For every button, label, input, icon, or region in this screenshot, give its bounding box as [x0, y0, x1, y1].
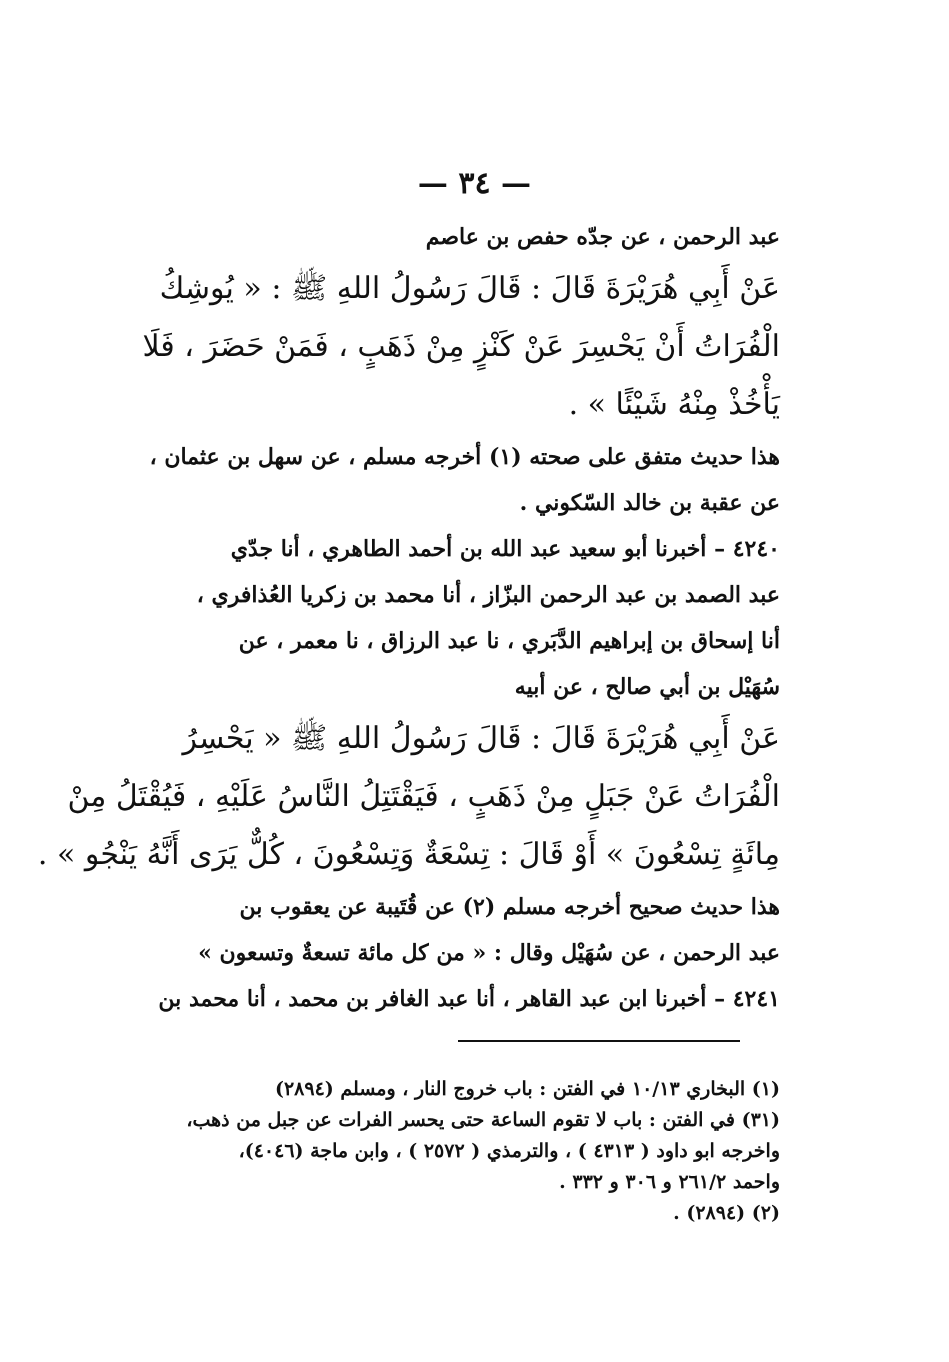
footnote-line: (٣١) في الفتن : باب لا تقوم الساعة حتى يحسر الفرات عن جبل من ذهب،	[186, 1109, 780, 1131]
footnotes	[128, 1074, 780, 1229]
text-line: عبد الرحمن ، عن سُهَيْل وقال : « من كل مائة تسعةٌ وتسعون »	[198, 940, 780, 966]
footnote-line: واحمد ٢٦١/٢ و ٣٠٦ و ٣٣٢ .	[559, 1171, 780, 1193]
hadith-line: الْفُرَاتُ أَنْ يَحْسِرَ عَنْ كَنْزٍ مِنْ ذَهَبٍ ، فَمَنْ حَضَرَ ، فَلَا	[142, 329, 780, 364]
text-line: عبد الصمد بن عبد الرحمن البزّاز ، أنا محمد بن زكريا العُذافري ،	[196, 582, 780, 608]
hadith-line: مِائَةٍ تِسْعُونَ » أَوْ قَالَ : تِسْعَةٌ وَتِسْعُونَ ، كُلٌّ يَرَى أَنَّهُ يَنْجُو » .	[37, 837, 780, 872]
text-line: ٤٢٤١ – أخبرنا ابن عبد القاهر ، أنا عبد الغافر بن محمد ، أنا محمد بن	[158, 986, 780, 1012]
text-line: هذا حديث صحيح أخرجه مسلم (٢) عن قُتَيبة عن يعقوب بن	[239, 894, 780, 920]
hadith-line: عَنْ أَبِي هُرَيْرَةَ قَالَ : قَالَ رَسُولُ اللهِ ﷺ : « يُوشِكُ	[159, 271, 780, 306]
footnote-line: (١) البخاري ١٠/١٣ في الفتن : باب خروج النار ، ومسلم (٢٨٩٤)	[274, 1078, 780, 1100]
footnote-line: (٢) (٢٨٩٤) .	[673, 1202, 780, 1224]
text-line: هذا حديث متفق على صحته (١) أخرجه مسلم ، عن سهل بن عثمان ،	[149, 444, 780, 470]
text-line: عبد الرحمن ، عن جدّه حفص بن عاصم	[425, 224, 780, 250]
footnote-line: واخرجه ابو داود ( ٤٣١٣ ) ، والترمذي ( ٢٥٧٢ ) ، وابن ماجة (٤٠٤٦)،	[238, 1140, 780, 1162]
main-text	[37, 214, 780, 1022]
text-line: عن عقبة بن خالد السّكوني .	[519, 490, 780, 516]
hadith-line: يَأْخُذْ مِنْهُ شَيْئًا » .	[568, 387, 780, 422]
text-line: سُهَيْل بن أبي صالح ، عن أبيه	[514, 674, 780, 700]
text-line: أنا إسحاق بن إبراهيم الدَّبَري ، نا عبد الرزاق ، نا معمر ، عن	[238, 628, 780, 654]
text-line: ٤٢٤٠ – أخبرنا أبو سعيد عبد الله بن أحمد الطاهري ، أنا جدّي	[230, 536, 780, 562]
page-number: — ٣٤ —	[417, 166, 532, 201]
hadith-line: الْفُرَاتُ عَنْ جَبَلٍ مِنْ ذَهَبٍ ، فَيَقْتَتِلُ النَّاسُ عَلَيْهِ ، فَيُقْتَلُ مِنْ	[67, 779, 780, 814]
footnote-separator	[458, 1040, 740, 1042]
hadith-line: عَنْ أَبِي هُرَيْرَةَ قَالَ : قَالَ رَسُولُ اللهِ ﷺ « يَحْسِرُ	[182, 721, 780, 756]
